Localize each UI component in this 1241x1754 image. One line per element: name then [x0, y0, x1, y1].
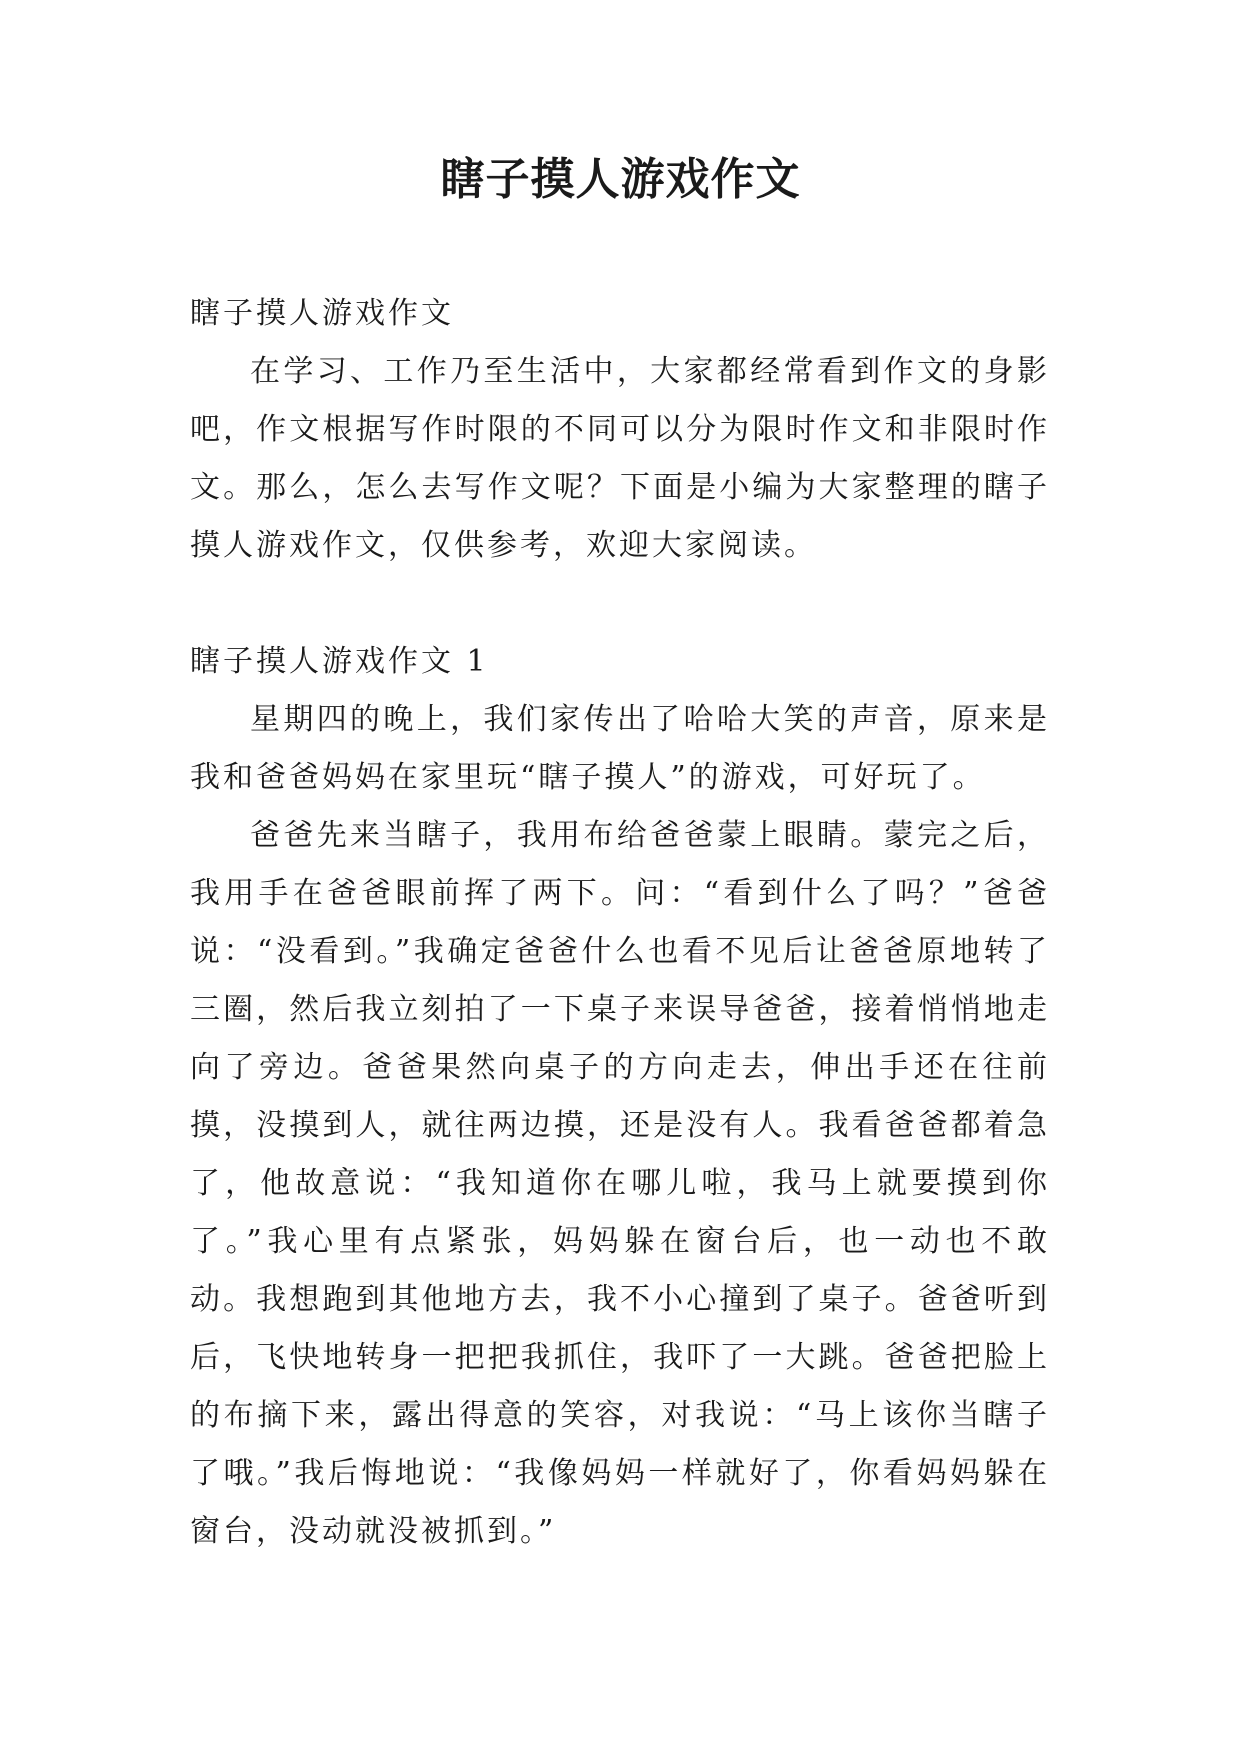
section1-paragraph-2: 爸爸先来当瞎子，我用布给爸爸蒙上眼睛。蒙完之后，我用手在爸爸眼前挥了两下。问：“看到什么了吗？”爸爸说：“没看到。”我确定爸爸什么也看不见后让爸爸原地转了三圈，然后我立刻拍了一下桌子来误导爸爸，接着悄悄地走向了旁边。爸爸果然向桌子的方向走去，伸出手还在往前摸，没摸到人，就往两边摸，还是没有人。我看爸爸都着急了，他故意说：“我知道你在哪儿啦，我马上就要摸到你了。”我心里有点紧张，妈妈躲在窗台后，也一动也不敢动。我想跑到其他地方去，我不小心撞到了桌子。爸爸听到后，飞快地转身一把把我抓住，我吓了一大跳。爸爸把脸上的布摘下来，露出得意的笑容，对我说：“马上该你当瞎子了哦。”我后悔地说：“我像妈妈一样就好了，你看妈妈躲在窗台，没动就没被抓到。”: [190, 818, 1050, 1549]
section-spacer: [190, 575, 1050, 633]
section1-heading: 瞎子摸人游戏作文 1: [190, 644, 489, 679]
intro-heading: 瞎子摸人游戏作文: [190, 296, 454, 331]
document-title: 瞎子摸人游戏作文: [440, 154, 801, 205]
document-body: [190, 285, 1050, 1561]
section1-paragraph-1: 星期四的晚上，我们家传出了哈哈大笑的声音，原来是我和爸爸妈妈在家里玩“瞎子摸人”的游戏，可好玩了。: [190, 702, 1050, 795]
intro-paragraph: 在学习、工作乃至生活中，大家都经常看到作文的身影吧，作文根据写作时限的不同可以分为限时作文和非限时作文。那么，怎么去写作文呢？下面是小编为大家整理的瞎子摸人游戏作文，仅供参考，欢迎大家阅读。: [190, 354, 1050, 563]
